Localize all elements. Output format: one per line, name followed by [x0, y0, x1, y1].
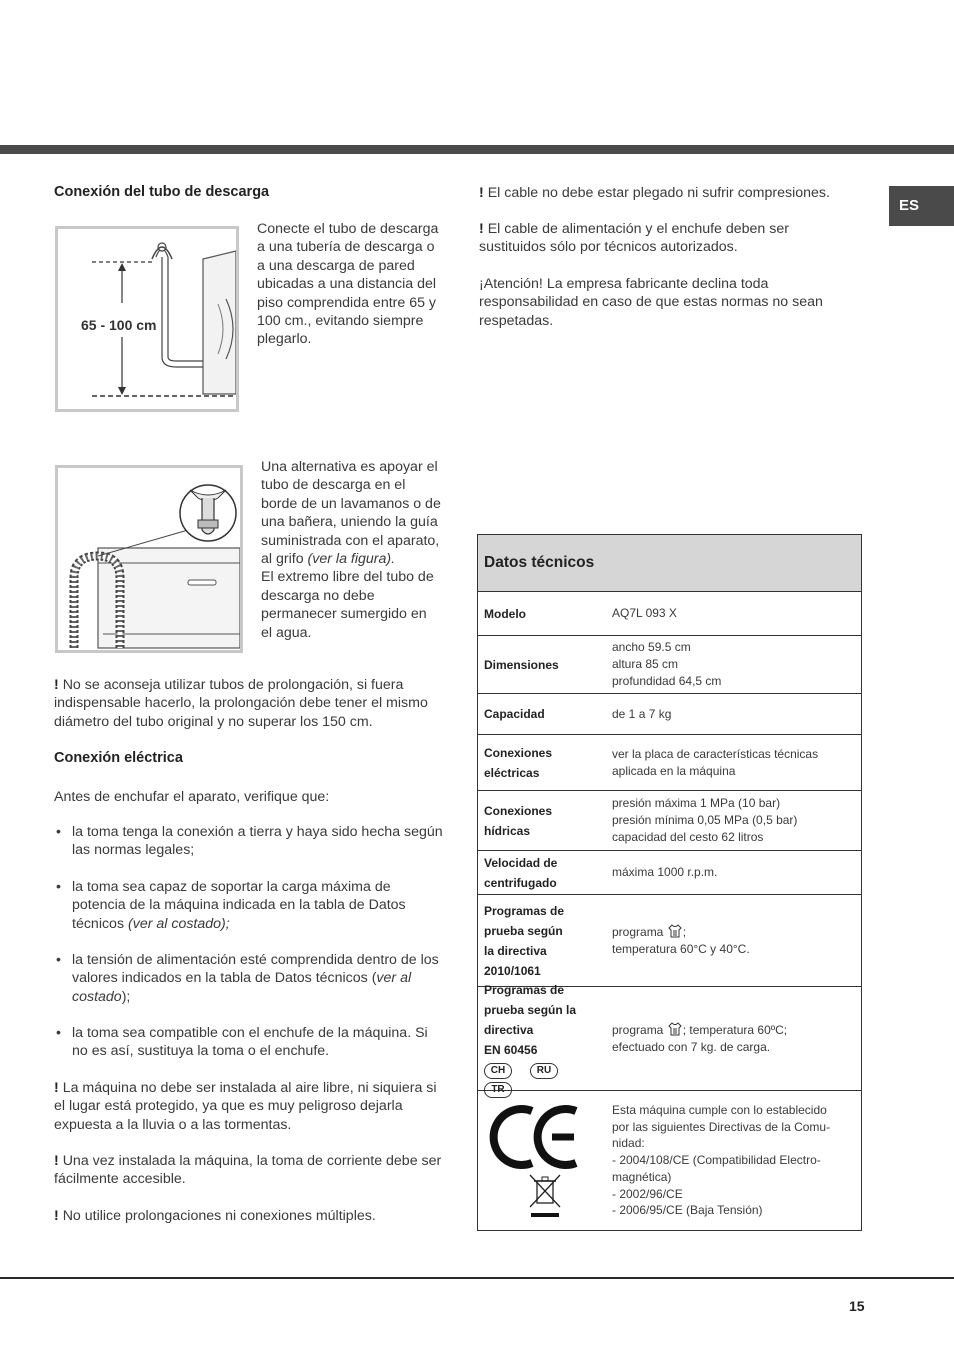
- country-badge: TR: [484, 1082, 512, 1098]
- table-row-dimensions: [478, 636, 861, 694]
- bullet-dot: •: [56, 1025, 61, 1041]
- warning-mark: !: [54, 1153, 59, 1169]
- alternative-drain-text: [261, 458, 441, 642]
- warning-mark: !: [54, 1080, 59, 1096]
- alt-text-italic: (ver la figura).: [307, 551, 396, 568]
- height-range-label: 65 - 100 cm: [81, 317, 157, 333]
- value-line: presión máxima 1 MPa (10 bar): [612, 796, 781, 811]
- label-line: Programas de: [484, 982, 565, 997]
- value-line: temperatura 60°C y 40°C.: [612, 942, 750, 956]
- value-line: Esta máquina cumple con lo establecido: [612, 1102, 827, 1117]
- value-line: profundidad 64,5 cm: [612, 673, 722, 688]
- value-line: efectuado con 7 kg. de carga.: [612, 1040, 771, 1054]
- row-label: Dimensiones: [484, 657, 559, 672]
- value-line: [612, 923, 861, 941]
- replacement-warning-text: El cable de alimentación y el enchufe deben ser sustituidos sólo por técnicos autorizados.: [479, 221, 789, 256]
- row-label: [478, 801, 612, 841]
- check-item-text-a: la toma sea capaz de soportar la carga máxima de potencia de la máquina indicada en la tabla de Datos técnicos: [72, 879, 406, 932]
- table-row-test-programs-2010: [478, 895, 861, 987]
- value-line: ver la placa de características técnicas: [612, 746, 819, 761]
- bullet-dot: •: [56, 952, 61, 968]
- warning-mark: !: [54, 1208, 59, 1224]
- bullet-dot: •: [56, 879, 61, 895]
- warning-mark: !: [479, 221, 484, 237]
- weee-bin-icon: [528, 1173, 562, 1219]
- row-value: [612, 639, 861, 689]
- check-item-text: la toma tenga la conexión a tierra y haya sido hecha según las normas legales;: [72, 824, 443, 859]
- table-title: Datos técnicos: [478, 535, 861, 592]
- row-label: [478, 901, 612, 981]
- label-line: EN 60456: [484, 1042, 538, 1057]
- outdoor-warning: [54, 1079, 446, 1134]
- check-item-ground: [54, 823, 446, 860]
- cable-warning-text: El cable no debe estar plegado ni sufrir compresiones.: [487, 185, 830, 201]
- drain-heading: Conexión del tubo de descarga: [54, 184, 270, 200]
- extension-warning-text: No se aconseja utilizar tubos de prolongación, si fuera indispensable hacerlo, la prolongación debe tener el mismo diámetro del tubo original y no superar los 150 cm.: [54, 677, 428, 730]
- value-text: ; temperatura 60ºC;: [682, 1023, 788, 1038]
- drain-instruction-text: Conecte el tubo de descarga a una tubería de descarga o a una descarga de pared ubicadas a una distancia del piso comprendida entre 65 y 100 cm., evitando siempre plegarlo.: [257, 221, 439, 348]
- label-line: directiva: [484, 1022, 534, 1037]
- check-item-text: [72, 878, 446, 933]
- value-line: capacidad del cesto 62 litros: [612, 829, 764, 844]
- check-item-text: [72, 951, 446, 1006]
- table-row-model: [478, 592, 861, 636]
- check-item-text-a: la tensión de alimentación esté comprendida dentro de los valores indicados en la tabla de Datos técnicos (: [72, 952, 439, 987]
- value-line: por las siguientes Directivas de la Comu-: [612, 1119, 831, 1134]
- label-line: prueba según la: [484, 1002, 577, 1017]
- bullet-dot: •: [56, 824, 61, 840]
- row-label: [478, 980, 612, 1098]
- warning-mark: !: [54, 677, 59, 693]
- access-warning-text: Una vez instalada la máquina, la toma de corriente debe ser fácilmente accesible.: [54, 1153, 442, 1188]
- bottom-divider: [0, 1277, 954, 1279]
- replacement-warning: [479, 220, 851, 257]
- table-row-test-programs-en60456: [478, 982, 861, 1095]
- row-value: [612, 1102, 861, 1220]
- check-item-plug: [54, 1024, 446, 1061]
- label-line: prueba según: [484, 923, 563, 938]
- check-item-text: la toma sea compatible con el enchufe de la máquina. Si no es así, sustituya la toma o el enchufe.: [72, 1025, 428, 1060]
- label-line: Conexiones: [484, 803, 553, 818]
- page-number: 15: [849, 1298, 865, 1314]
- sink-drain-figure: [55, 465, 243, 653]
- country-badge: CH: [484, 1063, 512, 1079]
- table-row-spin: [478, 851, 861, 895]
- sink-drain-illustration: [58, 468, 240, 650]
- access-warning: [54, 1152, 446, 1189]
- extension-warning: [54, 676, 446, 731]
- row-label: [478, 743, 612, 783]
- row-label: Modelo: [484, 606, 526, 621]
- value-line: - 2002/96/CE: [612, 1186, 683, 1201]
- value-line: - 2006/95/CE (Baja Tensión): [612, 1203, 763, 1218]
- check-item-text-italic: ver al costado: [72, 970, 412, 1005]
- row-label: [478, 853, 612, 893]
- cotton-program-icon: [667, 923, 683, 939]
- electrical-heading: Conexión eléctrica: [54, 750, 183, 766]
- label-line: la directiva: [484, 943, 547, 958]
- table-row-capacity: [478, 694, 861, 735]
- label-line: hídricas: [484, 823, 531, 838]
- extension-cord-warning-text: No utilice prolongaciones ni conexiones múltiples.: [62, 1208, 376, 1224]
- cable-warning: [479, 184, 851, 202]
- label-line: Velocidad de: [484, 855, 558, 870]
- row-value: [612, 1021, 861, 1056]
- check-item-load: [54, 878, 446, 933]
- row-value: máxima 1000 r.p.m.: [612, 865, 718, 880]
- outdoor-warning-text: La máquina no debe ser instalada al aire libre, ni siquiera si el lugar está protegido, ya que es muy peligroso dejarla expuesta a la lluvia o a las tormentas.: [54, 1080, 437, 1133]
- value-line: - 2004/108/CE (Compatibilidad Electro-: [612, 1153, 821, 1168]
- alt-text-b: El extremo libre del tubo de descarga no debe permanecer sumergido en el agua.: [261, 569, 434, 641]
- country-badge: RU: [530, 1063, 558, 1079]
- language-tab: ES: [889, 186, 954, 226]
- value-line: aplicada en la máquina: [612, 763, 736, 778]
- label-line: 2010/1061: [484, 963, 541, 978]
- label-line: centrifugado: [484, 875, 557, 890]
- table-row-electrical: [478, 735, 861, 791]
- value-line: nidad:: [612, 1136, 645, 1151]
- table-row-water: [478, 791, 861, 851]
- value-line: [612, 1021, 861, 1039]
- row-value: [612, 795, 861, 845]
- row-label: Capacidad: [484, 707, 545, 721]
- value-line: magnética): [612, 1169, 672, 1184]
- top-divider-bar: [0, 145, 954, 154]
- check-item-text-b: );: [121, 988, 131, 1005]
- table-row-compliance: [478, 1091, 861, 1230]
- alt-text-a: Una alternativa es apoyar el tubo de descarga en el borde de un lavamanos o de una bañera, uniendo la guía suministrada con el aparato, al grifo: [261, 459, 441, 568]
- row-value: [612, 923, 861, 958]
- value-text: ;: [682, 925, 687, 940]
- value-line: ancho 59.5 cm: [612, 640, 691, 655]
- value-text: programa: [612, 1023, 664, 1038]
- label-line: Conexiones: [484, 745, 553, 760]
- attention-notice: ¡Atención! La empresa fabricante declina toda responsabilidad en caso de que estas normas no sean respetadas.: [479, 276, 823, 329]
- warning-mark: !: [479, 185, 484, 201]
- label-line: eléctricas: [484, 765, 540, 780]
- cotton-program-icon: [667, 1021, 683, 1037]
- value-line: presión mínima 0,05 MPa (0,5 bar): [612, 813, 798, 828]
- row-value: [612, 746, 861, 780]
- value-line: altura 85 cm: [612, 657, 679, 672]
- technical-data-table: [477, 534, 862, 1231]
- check-item-text-italic: (ver al costado);: [128, 915, 230, 932]
- row-value: AQ7L 093 X: [612, 606, 677, 621]
- value-text: programa: [612, 925, 664, 940]
- label-line: Programas de: [484, 903, 565, 918]
- extension-cord-warning: [54, 1207, 446, 1225]
- electrical-intro: Antes de enchufar el aparato, verifique que:: [54, 789, 330, 805]
- check-item-voltage: [54, 951, 446, 1006]
- row-value: de 1 a 7 kg: [612, 706, 672, 721]
